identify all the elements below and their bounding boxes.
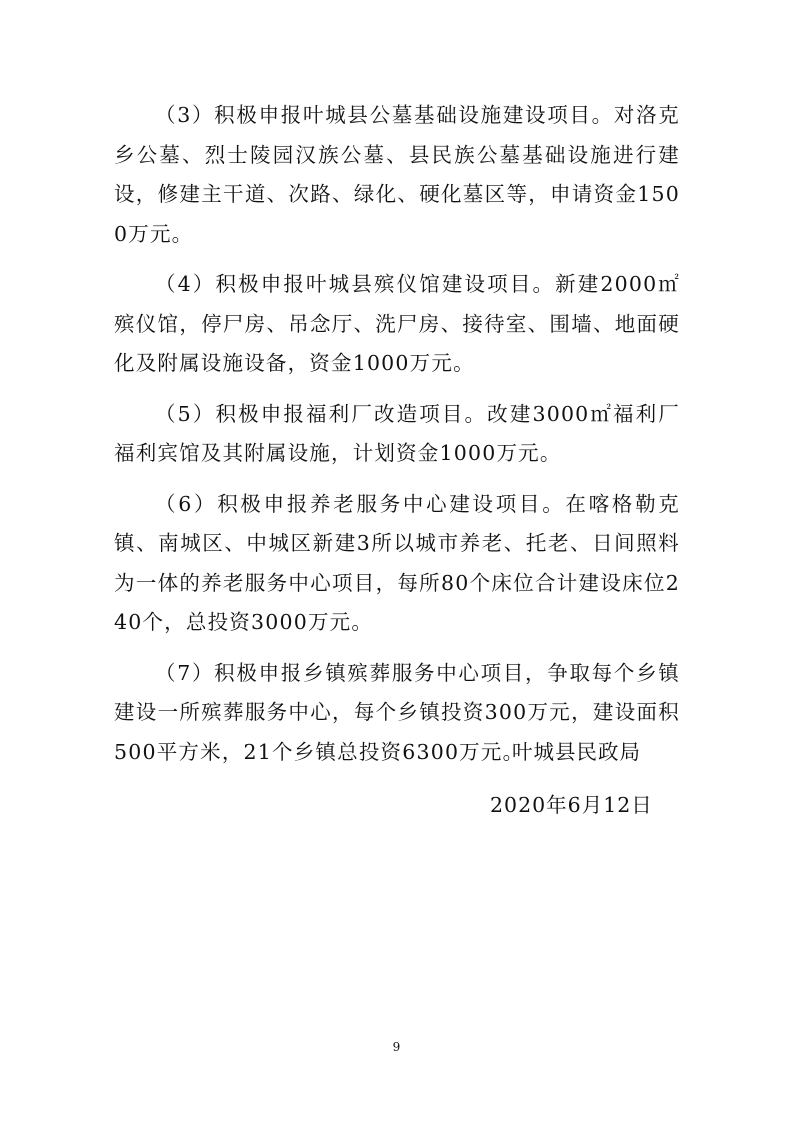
paragraph-item-6: （6）积极申报养老服务中心建设项目。在喀格勒克镇、南城区、中城区新建3所以城市养老、托老、日间照料为一体的养老服务中心项目，每所80个床位合计建设床位240个，总投资3000万元。: [114, 491, 680, 634]
signature-date-text: 2020年6月12日: [490, 793, 653, 817]
paragraph-item-7: （7）积极申报乡镇殡葬服务中心项目，争取每个乡镇建设一所殡葬服务中心，每个乡镇投资300万元，建设面积500平方米，21个乡镇总投资6300万元。: [114, 660, 680, 764]
paragraph-item-4: （4）积极申报叶城县殡仪馆建设项目。新建2000㎡殡仪馆，停尸房、吊念厅、洗尸房、接待室、围墙、地面硬化及附属设施设备，资金1000万元。: [114, 272, 680, 375]
paragraph-item-3: （3）积极申报叶城县公墓基础设施建设项目。对洛克乡公墓、烈士陵园汉族公墓、县民族公墓基础设施进行建设，修建主干道、次路、绿化、硬化墓区等，申请资金1500万元。: [114, 103, 680, 246]
paragraph-item-5: （5）积极申报福利厂改造项目。改建3000㎡福利厂福利宾馆及其附属设施，计划资金1000万元。: [114, 401, 680, 465]
document-body: [114, 96, 680, 783]
signature-organization-text: 叶城县民政局: [512, 740, 641, 764]
page-number: 9: [392, 1040, 401, 1054]
